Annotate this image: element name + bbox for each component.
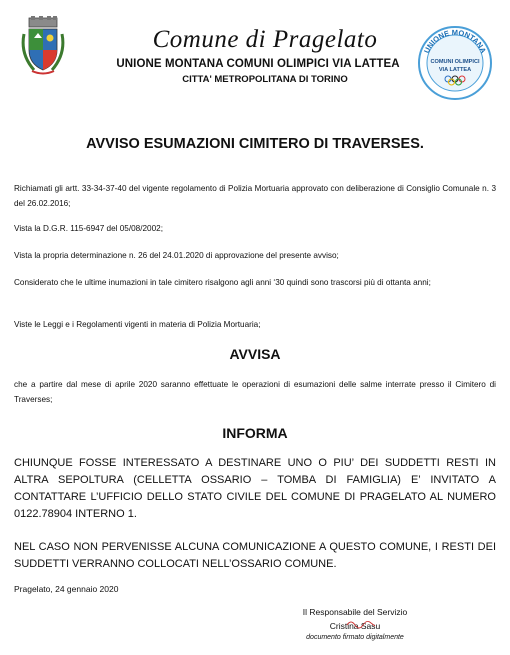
avvisa-text: che a partire dal mese di aprile 2020 saranno effettuate le operazioni di esumazioni delle salme interrate presso il Cimitero di Traverses; <box>14 380 496 404</box>
informa-text: CHIUNQUE FOSSE INTERESSATO A DESTINARE UNO O PIU’ DEI SUDDETTI RESTI IN ALTRA SEPOLTURA (CELLETTA OSSARIO – TOMBA DI FAMIGLIA) E’ INVITATO A CONTATTARE L’UFFICIO DELLO STATO CIVILE DEL COMUNE DI PRAGELATO AL NUMERO 0122.78904 INTERNO 1. <box>14 457 496 520</box>
place-date: Pragelato, 24 gennaio 2020 <box>14 584 119 594</box>
digital-signature-note: documento firmato digitalmente <box>306 634 404 641</box>
signature-scribble-icon <box>346 617 376 631</box>
municipal-crest-icon <box>20 16 66 78</box>
logo-mid-text: COMUNI OLIMPICI <box>430 59 480 65</box>
unione-montana-logo-icon <box>417 25 493 101</box>
logo-arc-text: UNIONE MONTANA <box>422 27 488 55</box>
paragraph-dgr: Vista la D.G.R. 115-6947 del 05/08/2002; <box>14 224 163 233</box>
citta-metropolitana-header: CITTA' METROPOLITANA DI TORINO <box>182 74 348 85</box>
paragraph-considerato: Considerato che le ultime inumazioni in tale cimitero risalgono agli anni ‘30 quindi sono trascorsi più di ottanta anni; <box>14 278 431 287</box>
unione-montana-header: UNIONE MONTANA COMUNI OLIMPICI VIA LATTEA <box>116 58 400 70</box>
logo-bottom-text: VIA LATTEA <box>438 67 472 73</box>
paragraph-richiamati: Richiamati gli artt. 33-34-37-40 del vigente regolamento di Polizia Mortuaria approvato con deliberazione di Consiglio Comunale n. 3 del 26.02.2016; <box>14 184 496 208</box>
paragraph-viste: Viste le Leggi e i Regolamenti vigenti in materia di Polizia Mortuaria; <box>14 320 261 329</box>
signature-name: Cristina Sasu <box>329 621 381 631</box>
notice-title: AVVISO ESUMAZIONI CIMITERO DI TRAVERSES. <box>86 136 424 152</box>
signature-role: Il Responsabile del Servizio <box>302 607 408 617</box>
comune-name-header: Comune di Pragelato <box>152 26 378 53</box>
avvisa-heading: AVVISA <box>229 346 281 362</box>
informa-heading: INFORMA <box>222 425 288 441</box>
informa-ossario-text: NEL CASO NON PERVENISSE ALCUNA COMUNICAZIONE A QUESTO COMUNE, I RESTI DEI SUDDETTI VERRANNO COLLOCATI NELL’OSSARIO COMUNE. <box>14 541 496 570</box>
paragraph-determinazione: Vista la propria determinazione n. 26 del 24.01.2020 di approvazione del presente avviso; <box>14 251 339 260</box>
